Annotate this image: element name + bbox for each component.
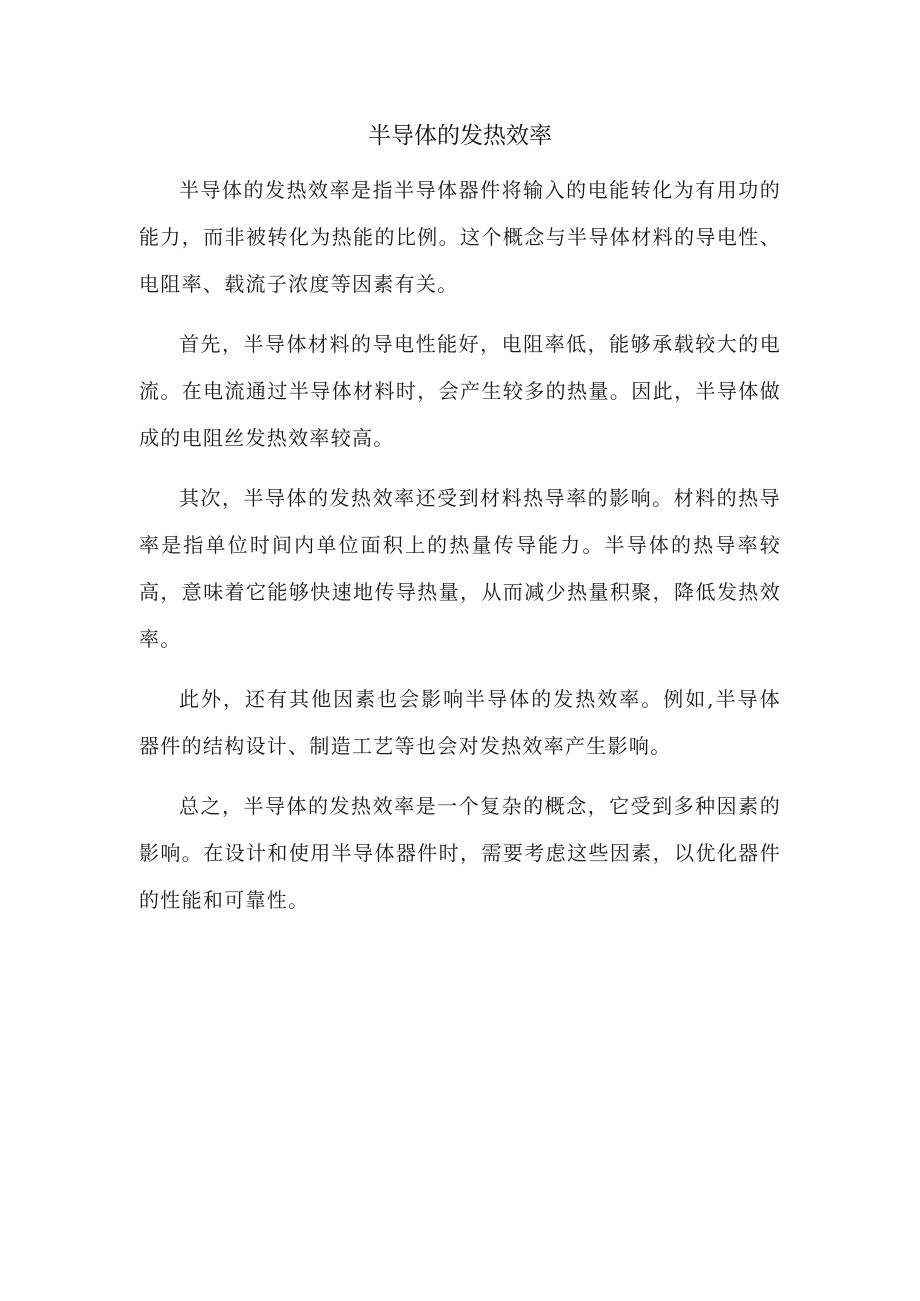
paragraph-2: 首先，半导体材料的导电性能好，电阻率低，能够承载较大的电流。在电流通过半导体材料时，会产生较多的热量。因此，半导体做成的电阻丝发热效率较高。 <box>139 332 781 450</box>
document-body <box>139 167 781 937</box>
paragraph-1: 半导体的发热效率是指半导体器件将输入的电能转化为有用功的能力，而非被转化为热能的比例。这个概念与半导体材料的导电性、电阻率、载流子浓度等因素有关。 <box>139 178 781 296</box>
paragraph-5: 总之，半导体的发热效率是一个复杂的概念，它受到多种因素的影响。在设计和使用半导体器件时，需要考虑这些因素，以优化器件的性能和可靠性。 <box>139 794 781 912</box>
paragraph-4: 此外，还有其他因素也会影响半导体的发热效率。例如,半导体器件的结构设计、制造工艺等也会对发热效率产生影响。 <box>139 687 781 758</box>
paragraph-3: 其次，半导体的发热效率还受到材料热导率的影响。材料的热导率是指单位时间内单位面积上的热量传导能力。半导体的热导率较高，意味着它能够快速地传导热量，从而减少热量积聚，降低发热效率。 <box>139 486 781 651</box>
document-title: 半导体的发热效率 <box>368 123 552 149</box>
